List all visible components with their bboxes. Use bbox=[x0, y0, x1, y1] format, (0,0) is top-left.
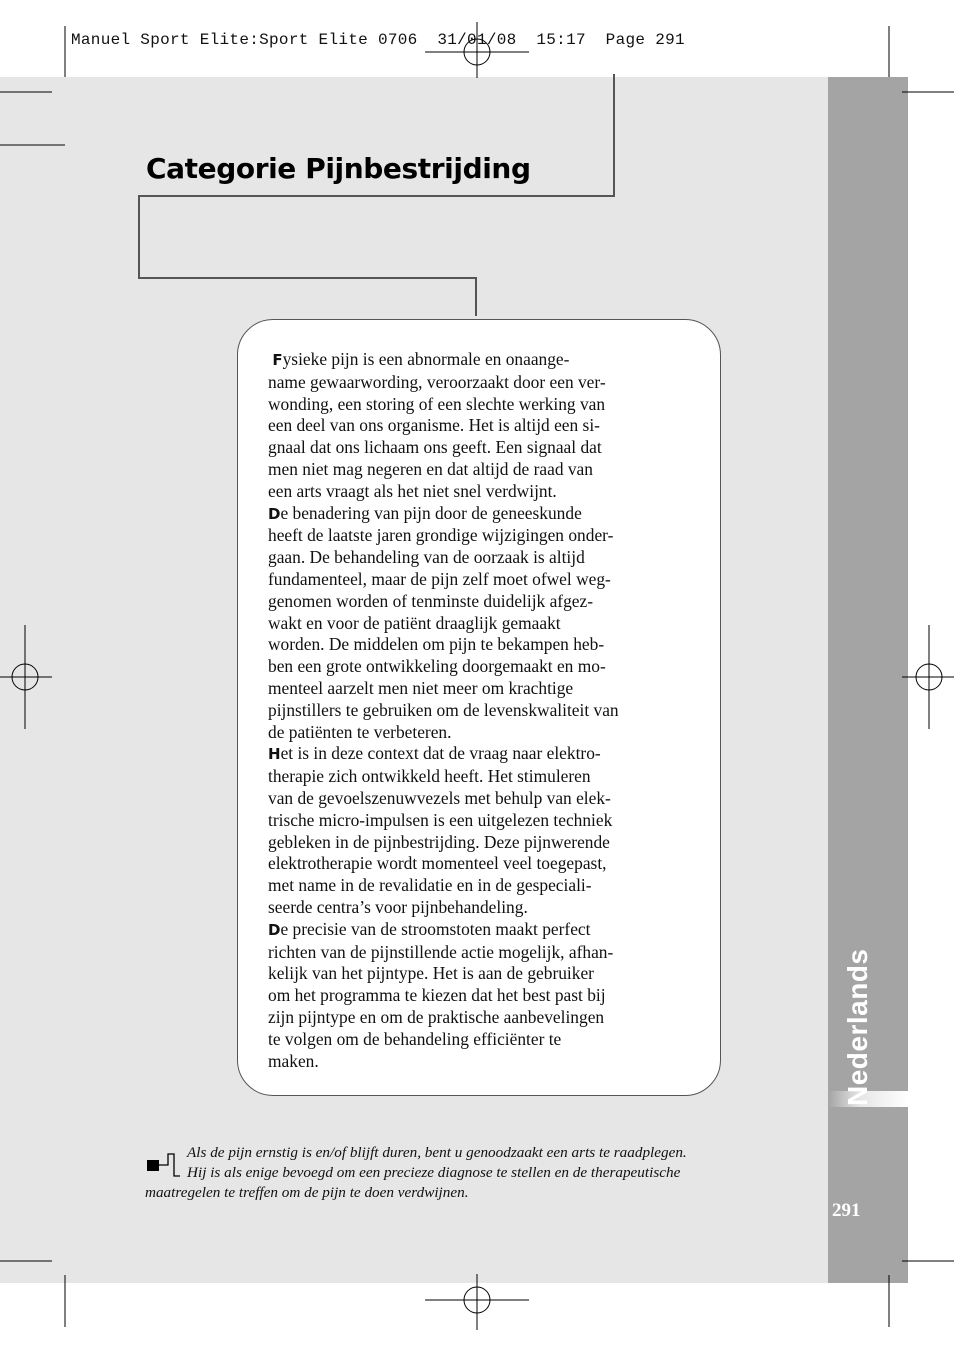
text-line: maken. bbox=[268, 1050, 319, 1071]
text-line: zijn pijntype en om de praktische aanbevelingen bbox=[268, 1006, 605, 1027]
initial-letter: D bbox=[268, 504, 281, 523]
page-number: 291 bbox=[832, 1200, 861, 1221]
text-line: heeft de laatste jaren grondige wijzigingen onder- bbox=[268, 525, 614, 546]
text-line: om het programma te kiezen dat het best past bij bbox=[268, 985, 606, 1006]
text-line: gebleken in de pijnbestrijding. Deze pijnwerende bbox=[268, 831, 610, 852]
text-line: e precisie van de stroomstoten maakt perfect bbox=[280, 918, 591, 939]
text-line: pijnstillers te gebruiken om de levenskwaliteit van bbox=[268, 699, 619, 720]
text-line: genomen worden of tenminste duidelijk afgez- bbox=[268, 590, 594, 611]
page-title: Categorie Pijnbestrijding bbox=[146, 151, 531, 185]
note-line: Hij is als enige bevoegd om een precieze diagnose te stellen en de therapeutische bbox=[187, 1164, 681, 1181]
text-line: kelijk van het pijntype. Het is aan de gebruiker bbox=[268, 963, 594, 984]
text-line: een deel van ons organisme. Het is altijd een si- bbox=[268, 415, 600, 436]
initial-letter: D bbox=[268, 920, 281, 939]
text-line: et is in deze context dat de vraag naar elektro- bbox=[280, 743, 601, 764]
initial-letter: F bbox=[272, 351, 283, 369]
text-line: worden. De middelen om pijn te bekampen heb- bbox=[268, 634, 605, 655]
text-line: de patiënten te verbeteren. bbox=[268, 721, 452, 742]
registration-mark-left bbox=[0, 625, 52, 729]
registration-mark-right bbox=[902, 625, 954, 729]
text-line: elektrotherapie wordt momenteel veel toegepast, bbox=[268, 853, 607, 874]
text-line: men niet mag negeren en dat altijd de raad van bbox=[268, 458, 593, 479]
text-line: menteel aarzelt men niet meer om krachtige bbox=[268, 677, 574, 698]
text-line: therapie zich ontwikkeld heeft. Het stimuleren bbox=[268, 766, 591, 787]
text-line: wakt en voor de patiënt draaglijk gemaakt bbox=[268, 612, 561, 633]
text-line: van de gevoelszenuwvezels met behulp van elek- bbox=[268, 787, 611, 808]
registration-mark-top bbox=[425, 22, 529, 78]
text-line: richten van de pijnstillende actie mogelijk, afhan- bbox=[268, 941, 614, 962]
initial-letter: H bbox=[268, 745, 281, 764]
text-line: ysieke pijn is een abnormale en onaange- bbox=[282, 349, 570, 369]
text-line: ben een grote ontwikkeling doorgemaakt en mo- bbox=[268, 656, 606, 677]
registration-mark-bottom bbox=[425, 1274, 529, 1330]
print-slug: Manuel Sport Elite:Sport Elite 0706 31/01/08 15:17 Page 291 bbox=[71, 31, 685, 49]
text-line: fundamenteel, maar de pijn zelf moet ofwel weg- bbox=[268, 568, 611, 589]
text-line: name gewaarwording, veroorzaakt door een ver- bbox=[268, 371, 606, 392]
text-line: met name in de revalidatie en in de gespeciali- bbox=[268, 875, 592, 896]
text-line: wonding, een storing of een slechte werking van bbox=[268, 393, 606, 414]
note-line: maatregelen te treffen om de pijn te doen verdwijnen. bbox=[145, 1184, 469, 1201]
text-line: trische micro-impulsen is een uitgelezen techniek bbox=[268, 809, 613, 830]
text-line: e benadering van pijn door de geneeskunde bbox=[280, 502, 582, 523]
note-line: Als de pijn ernstig is en/of blijft duren, bent u genoodzaakt een arts te raadplegen. bbox=[187, 1144, 687, 1161]
side-tab-language-label: Nederlands bbox=[842, 948, 873, 1106]
text-line: een arts vraagt als het niet snel verdwijnt. bbox=[268, 480, 557, 501]
text-line: te volgen om de behandeling efficiënter te bbox=[268, 1028, 562, 1049]
text-line: gaan. De behandeling van de oorzaak is altijd bbox=[268, 547, 585, 568]
text-line: gnaal dat ons lichaam ons geeft. Een signaal dat bbox=[268, 437, 602, 458]
text-line: seerde centra’s voor pijnbehandeling. bbox=[268, 896, 528, 917]
